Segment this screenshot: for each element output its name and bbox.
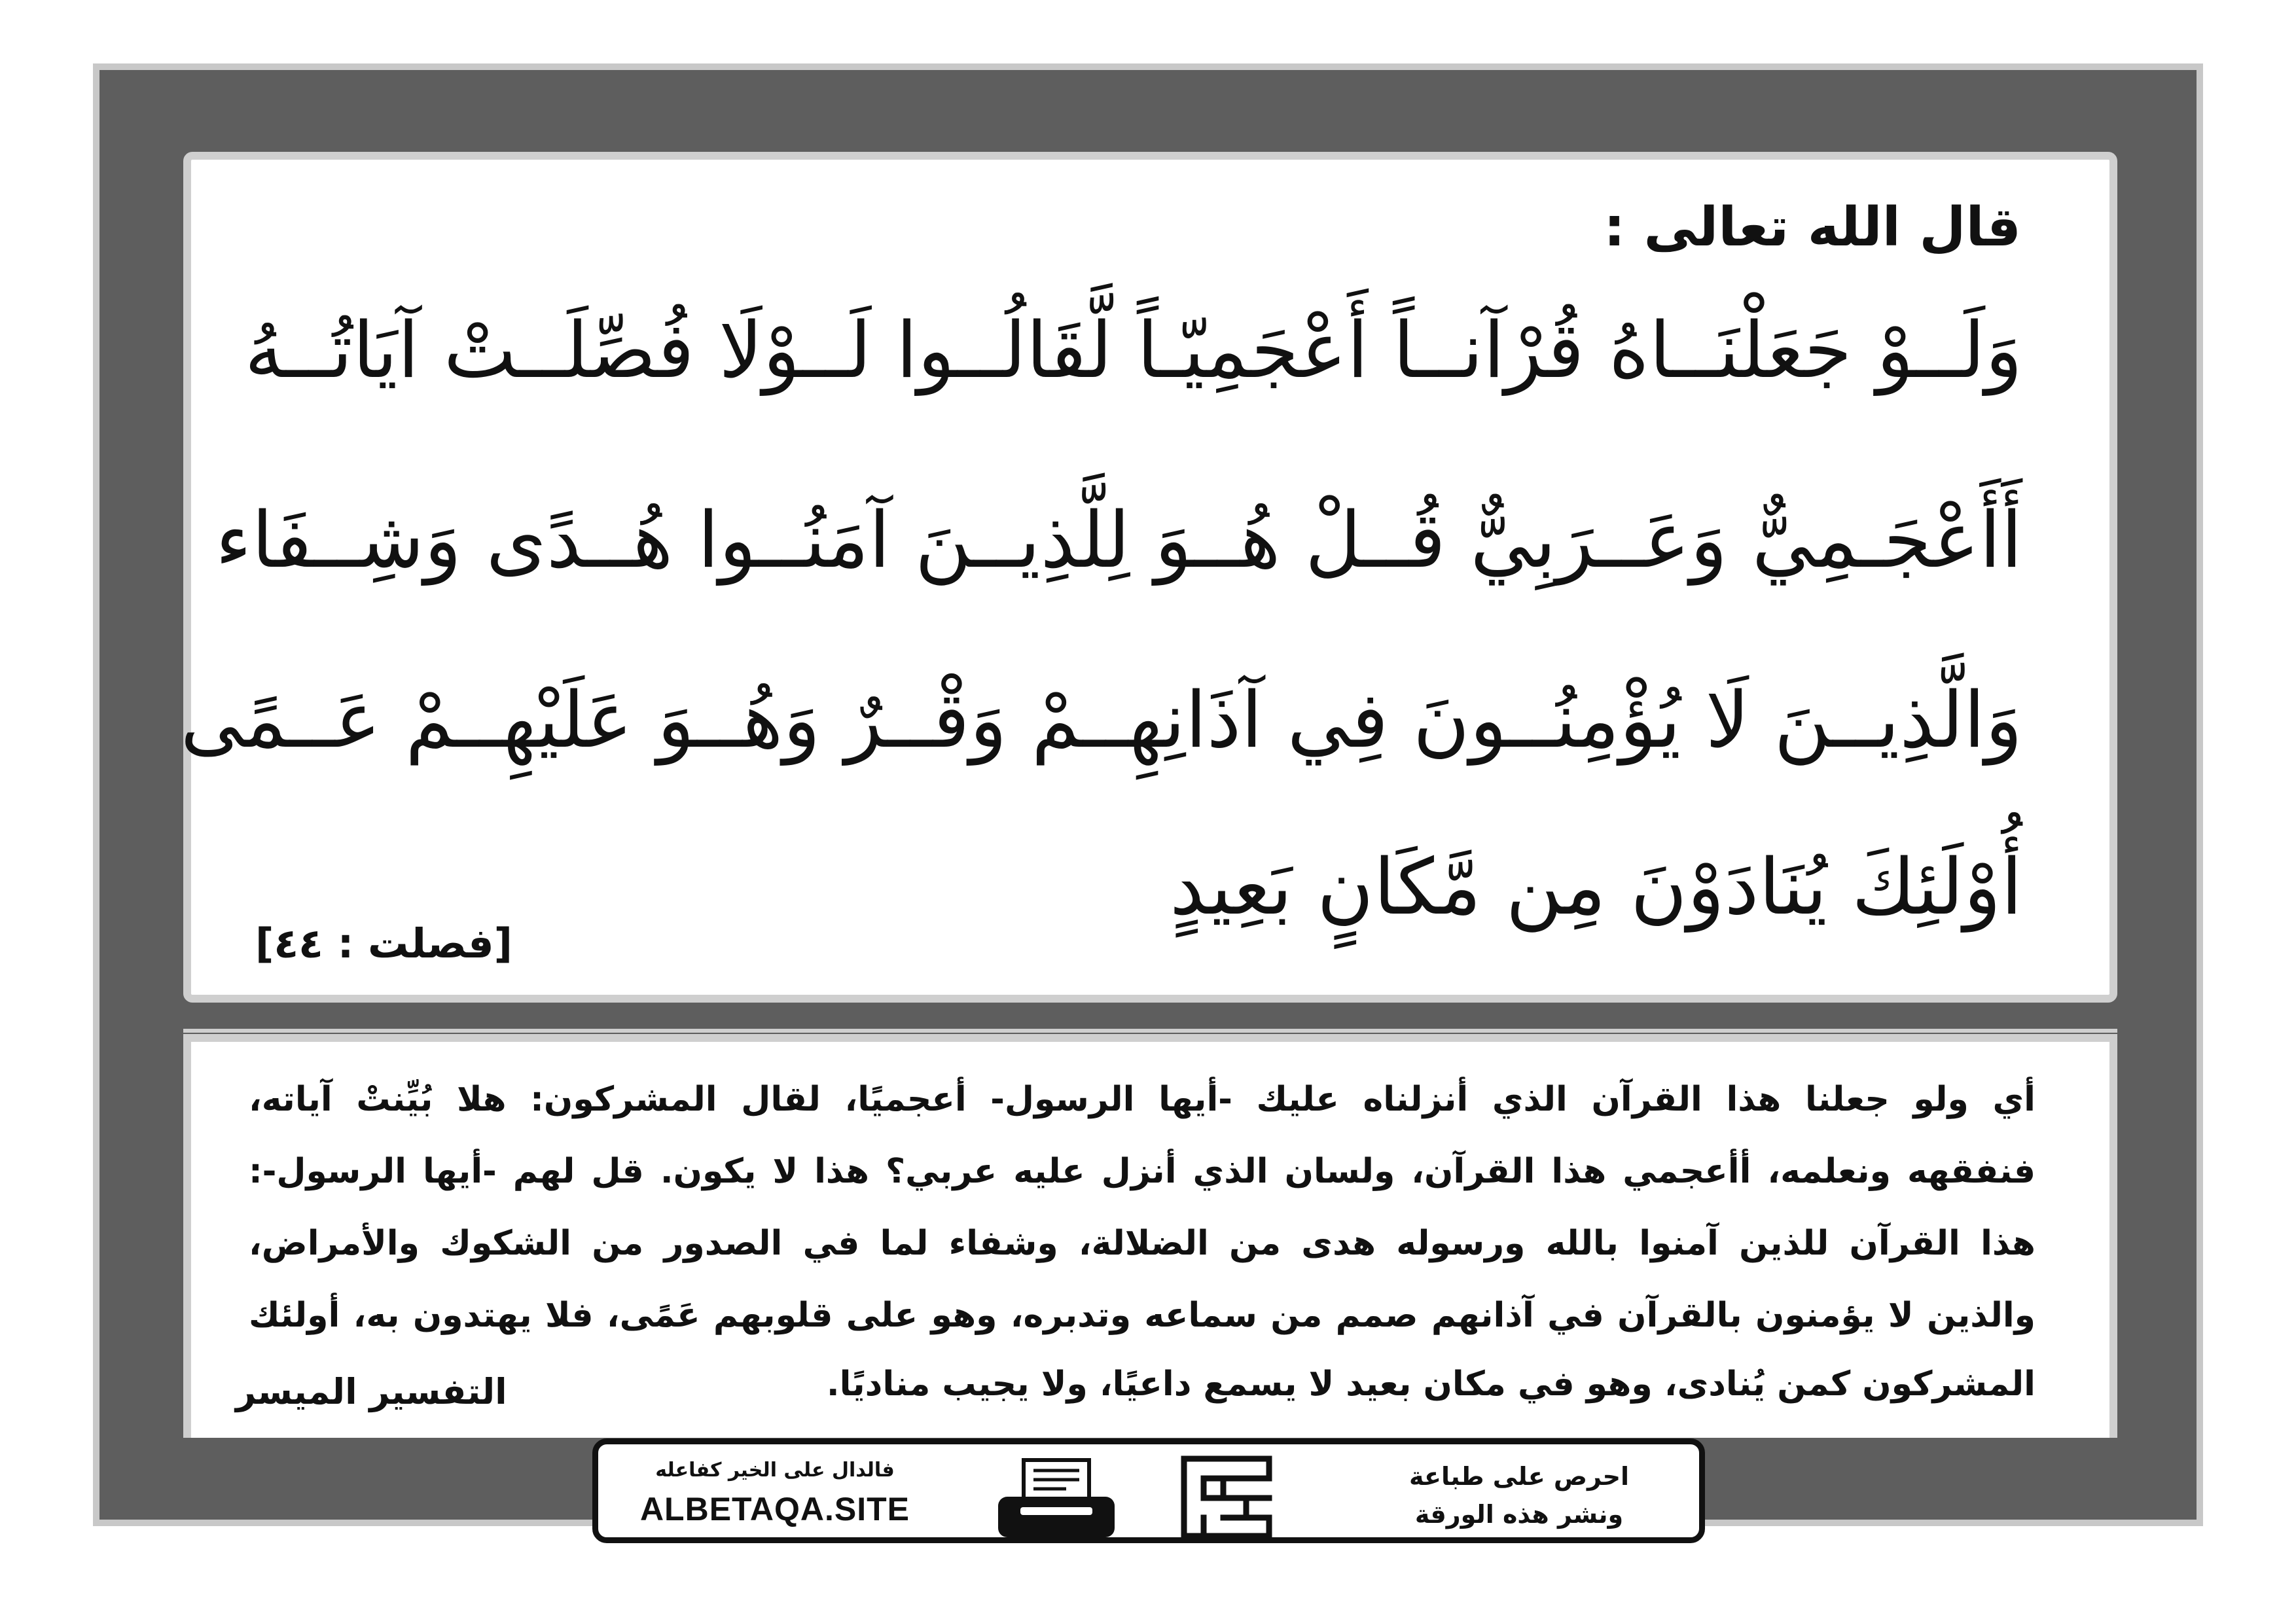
surah-reference: [فصلت : ٤٤] [255,919,512,967]
panel-divider-line [183,1029,2117,1033]
footer-banner [592,1438,1705,1543]
kufic-logo-icon [1177,1452,1276,1543]
tafsir-line-3: هذا القرآن للذين آمنوا بالله ورسوله هدى من الضلالة، وشفاء لما في الصدور من الشكوك والأمراض، [249,1224,2036,1263]
tafsir-line-2: فنفقهه ونعلمه، أأعجمي هذا القرآن، ولسان الذي أنزل عليه عربي؟ هذا لا يكون. قل لهم -أيها الرسول-: [249,1152,2036,1191]
verse-line-3: وَالَّذِيــنَ لَا يُؤْمِنُــونَ فِي آذَانِهِــمْ وَقْــرٌ وَهُــوَ عَلَيْهِــمْ عَــمًى [180,675,2022,765]
verse-line-1: وَلَــوْ جَعَلْنَــاهُ قُرْآنــاً أَعْجَمِيّـاً لَّقَالُــوا لَــوْلَا فُصِّلَــتْ آيَاتُــهُ [244,305,2022,395]
verse-line-4: أُوْلَئِكَ يُنَادَوْنَ مِن مَّكَانٍ بَعِيدٍ [1170,842,2022,932]
footer-print-line-2: ونشر هذه الورقة [1414,1500,1624,1529]
tafsir-line-4: والذين لا يؤمنون بالقرآن في آذانهم صمم من سماعه وتدبره، وهو على قلوبهم عَمًى، فلا يهتدون به، أولئك [249,1296,2036,1335]
tafsir-line-1: أي ولو جعلنا هذا القرآن الذي أنزلناه عليك -أيها الرسول- أعجميًا، لقال المشركون: هلا بُيِّنتْ آياته، [249,1080,2036,1119]
tafsir-line-5: المشركون كمن يُنادى، وهو في مكان بعيد لا يسمع داعيًا، ولا يجيب مناديًا. [826,1364,2036,1404]
footer-print-line-1: احرص على طباعة [1408,1462,1630,1491]
tafsir-source: التفسير الميسر [236,1371,507,1412]
footer-print-note [1365,1457,1673,1533]
footer-site-link[interactable]: ALBETAQA.SITE [639,1491,910,1527]
panel-divider [183,1003,2117,1029]
printer-icon [994,1456,1119,1541]
verse-line-2: أَأَعْجَـمِيٌّ وَعَــرَبِيٌّ قُــلْ هُــوَ لِلَّذِيــنَ آمَنُــوا هُــدًى وَشِــفَاء [215,495,2022,585]
intro-heading: قال الله تعالى : [1604,196,2021,259]
footer-proverb: فالدال على الخير كفاعله [655,1459,895,1482]
